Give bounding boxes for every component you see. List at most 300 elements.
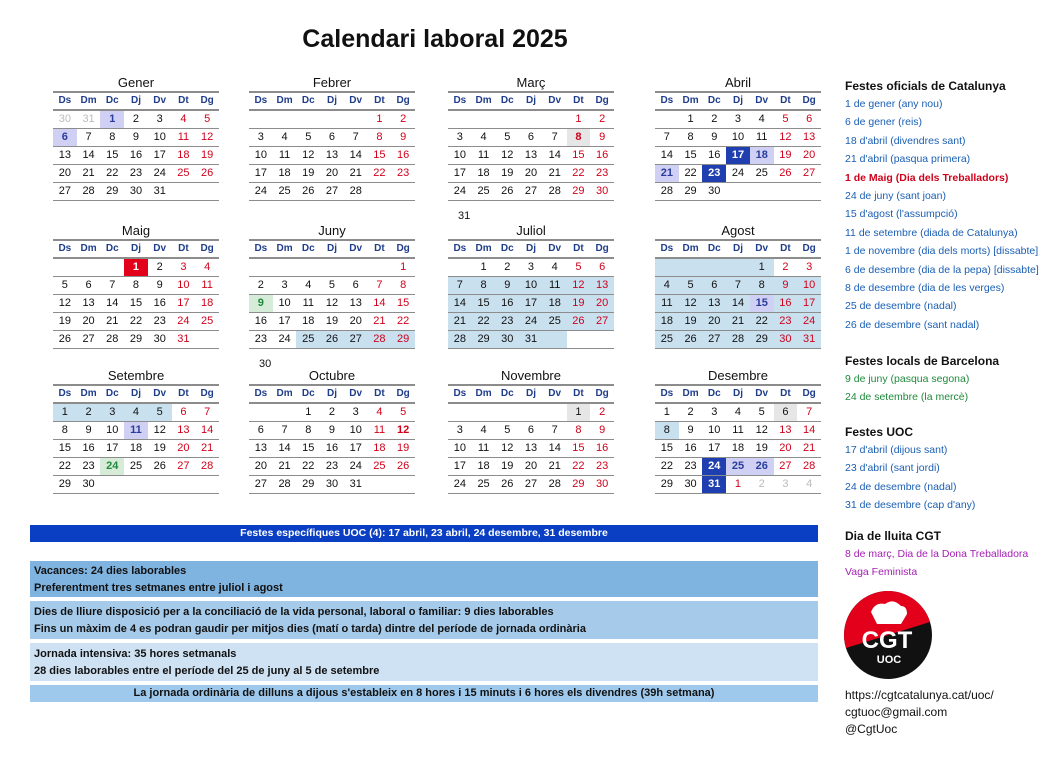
day-cell: 29 [124, 331, 148, 349]
month-name: Maig [53, 223, 219, 241]
day-cell [249, 259, 273, 277]
day-cell: 15 [368, 147, 392, 165]
day-cell: 23 [124, 165, 148, 183]
day-cell: 10 [100, 422, 124, 440]
day-cell: 18 [655, 313, 679, 331]
day-cell: 1 [472, 259, 496, 277]
uoc-specific-text: Festes específiques UOC (4): 17 abril, 23 abril, 24 desembre, 31 desembre [240, 527, 608, 539]
day-cell [679, 259, 703, 277]
day-cell: 18 [543, 295, 567, 313]
weekday-header: Dg [797, 241, 821, 259]
intensiva-line-1: Jornada intensiva: 35 hores setmanals [34, 648, 237, 660]
day-cell: 1 [655, 404, 679, 422]
day-cell: 13 [519, 147, 543, 165]
weekday-header: Dt [774, 386, 798, 404]
day-cell: 5 [296, 129, 320, 147]
day-cell [543, 404, 567, 422]
day-cell: 22 [750, 313, 774, 331]
day-cell: 17 [519, 295, 543, 313]
day-cell: 24 [273, 331, 297, 349]
day-cell: 21 [77, 165, 101, 183]
day-cell: 3 [702, 404, 726, 422]
day-cell: 26 [567, 313, 591, 331]
day-cell: 11 [750, 129, 774, 147]
day-cell: 10 [344, 422, 368, 440]
day-cell: 23 [391, 165, 415, 183]
day-cell [100, 476, 124, 494]
weekday-header: Dt [774, 93, 798, 111]
day-cell: 12 [296, 147, 320, 165]
day-cell: 21 [195, 440, 219, 458]
day-cell [53, 259, 77, 277]
weekday-header: Dm [679, 386, 703, 404]
day-cell: 10 [448, 440, 472, 458]
day-cell: 6 [77, 277, 101, 295]
day-cell: 9 [124, 129, 148, 147]
weekday-header: Dt [172, 241, 196, 259]
month-name: Març [448, 75, 614, 93]
day-cell [543, 111, 567, 129]
day-cell: 23 [77, 458, 101, 476]
day-cell: 23 [249, 331, 273, 349]
jornada-intensiva-box [30, 643, 818, 681]
day-cell: 22 [655, 458, 679, 476]
day-cell: 12 [567, 277, 591, 295]
month-name: Octubre [249, 368, 415, 386]
day-cell: 27 [320, 183, 344, 201]
weekday-header: Dv [543, 386, 567, 404]
day-cell: 14 [344, 147, 368, 165]
day-cell [750, 183, 774, 201]
day-cell: 9 [77, 422, 101, 440]
day-cell: 24 [797, 313, 821, 331]
day-cell: 17 [448, 165, 472, 183]
day-cell: 15 [750, 295, 774, 313]
day-cell: 25 [273, 183, 297, 201]
day-cell: 22 [472, 313, 496, 331]
day-cell: 13 [320, 147, 344, 165]
day-cell: 2 [495, 259, 519, 277]
day-cell: 7 [273, 422, 297, 440]
day-cell: 1 [567, 404, 591, 422]
day-cell: 11 [472, 440, 496, 458]
legend-item: 11 de setembre (diada de Catalunya) [845, 226, 1018, 239]
day-cell: 24 [448, 476, 472, 494]
day-cell: 14 [448, 295, 472, 313]
day-cell: 18 [472, 165, 496, 183]
day-cell: 7 [100, 277, 124, 295]
day-cell: 8 [124, 277, 148, 295]
legend-item: 24 de juny (sant joan) [845, 189, 946, 202]
day-cell: 20 [320, 165, 344, 183]
day-cell: 3 [100, 404, 124, 422]
day-cell: 6 [797, 111, 821, 129]
day-cell: 18 [750, 147, 774, 165]
day-cell [391, 183, 415, 201]
legend-item: 6 de desembre (dia de la pepa) [dissabte] [845, 263, 1039, 276]
day-cell: 22 [679, 165, 703, 183]
day-cell: 30 [679, 476, 703, 494]
month-novembre [448, 368, 614, 494]
day-cell: 16 [495, 295, 519, 313]
day-cell: 12 [679, 295, 703, 313]
day-cell: 15 [655, 440, 679, 458]
day-cell: 8 [679, 129, 703, 147]
day-cell: 13 [519, 440, 543, 458]
month-setembre [53, 368, 219, 494]
day-cell: 27 [519, 476, 543, 494]
day-cell [368, 476, 392, 494]
month-febrer [249, 75, 415, 201]
day-cell: 27 [774, 458, 798, 476]
weekday-header: Dt [368, 93, 392, 111]
day-cell: 13 [249, 440, 273, 458]
day-cell: 12 [195, 129, 219, 147]
day-cell: 22 [124, 313, 148, 331]
day-cell: 14 [543, 147, 567, 165]
day-cell: 18 [124, 440, 148, 458]
day-cell: 27 [172, 458, 196, 476]
day-cell [472, 111, 496, 129]
weekday-header: Dm [273, 386, 297, 404]
day-cell: 6 [590, 259, 614, 277]
day-cell: 22 [53, 458, 77, 476]
day-cell: 13 [172, 422, 196, 440]
day-cell [702, 259, 726, 277]
day-cell: 28 [543, 183, 567, 201]
day-cell [448, 404, 472, 422]
day-cell: 17 [273, 313, 297, 331]
day-cell: 3 [249, 129, 273, 147]
day-cell: 16 [702, 147, 726, 165]
day-cell: 29 [100, 183, 124, 201]
day-cell: 21 [543, 458, 567, 476]
day-cell: 12 [320, 295, 344, 313]
lliure-line-1: Dies de lliure disposició per a la conciliació de la vida personal, laboral o familiar: 9 dies laborables [34, 606, 554, 618]
day-cell: 15 [472, 295, 496, 313]
day-cell: 6 [249, 422, 273, 440]
day-cell: 8 [750, 277, 774, 295]
weekday-header: Dm [273, 93, 297, 111]
day-cell: 26 [750, 458, 774, 476]
legend-item: 1 de gener (any nou) [845, 98, 943, 110]
day-cell: 24 [172, 313, 196, 331]
legend-item: 26 de desembre (sant nadal) [845, 318, 980, 331]
day-cell: 4 [273, 129, 297, 147]
day-cell: 22 [296, 458, 320, 476]
day-cell: 5 [495, 129, 519, 147]
weekday-header: Dj [124, 241, 148, 259]
day-cell: 24 [702, 458, 726, 476]
day-cell [344, 259, 368, 277]
day-cell: 26 [195, 165, 219, 183]
month-name: Juny [249, 223, 415, 241]
day-cell [655, 111, 679, 129]
day-cell: 17 [448, 458, 472, 476]
legend-group-oficials [845, 77, 1055, 334]
day-cell: 16 [77, 440, 101, 458]
day-cell: 7 [797, 404, 821, 422]
day-cell: 22 [368, 165, 392, 183]
day-cell: 8 [391, 277, 415, 295]
day-cell [77, 259, 101, 277]
day-cell: 6 [320, 129, 344, 147]
day-cell [273, 111, 297, 129]
day-cell: 10 [249, 147, 273, 165]
weekday-header: Dt [774, 241, 798, 259]
weekday-header: Dt [368, 386, 392, 404]
day-cell: 7 [368, 277, 392, 295]
weekday-header: Dv [344, 93, 368, 111]
day-cell: 2 [124, 111, 148, 129]
month-mar [448, 75, 614, 222]
day-cell: 25 [543, 313, 567, 331]
weekday-header: Dg [391, 386, 415, 404]
day-cell: 31 [797, 331, 821, 349]
day-cell: 25 [368, 458, 392, 476]
day-cell: 8 [567, 422, 591, 440]
weekday-header: Dm [472, 386, 496, 404]
day-cell: 7 [448, 277, 472, 295]
day-cell: 13 [590, 277, 614, 295]
day-cell: 26 [495, 476, 519, 494]
day-cell [273, 404, 297, 422]
day-cell: 4 [472, 129, 496, 147]
day-cell [148, 476, 172, 494]
weekday-header: Dt [567, 241, 591, 259]
day-cell: 15 [296, 440, 320, 458]
month-name: Gener [53, 75, 219, 93]
day-cell: 25 [296, 331, 320, 349]
day-cell: 8 [368, 129, 392, 147]
legend-item: 17 d'abril (dijous sant) [845, 444, 948, 456]
day-cell: 11 [172, 129, 196, 147]
month-agost [655, 223, 821, 349]
day-cell: 16 [679, 440, 703, 458]
day-cell [249, 111, 273, 129]
weekday-header: Ds [448, 93, 472, 111]
day-cell: 3 [726, 111, 750, 129]
weekday-header: Dc [100, 93, 124, 111]
day-cell: 3 [519, 259, 543, 277]
day-cell: 31 [702, 476, 726, 494]
day-cell: 28 [448, 331, 472, 349]
email-link[interactable]: cgtuoc@gmail.com [845, 705, 948, 719]
day-cell: 27 [344, 331, 368, 349]
day-cell: 21 [448, 313, 472, 331]
weekday-header: Dg [195, 241, 219, 259]
legend-heading: Festes UOC [845, 425, 914, 439]
day-cell: 25 [655, 331, 679, 349]
weekday-header: Dg [797, 386, 821, 404]
legend-item: 9 de juny (pasqua segona) [845, 373, 970, 385]
day-cell: 24 [249, 183, 273, 201]
legend-item: 21 d'abril (pasqua primera) [845, 153, 971, 166]
website-link[interactable]: https://cgtcatalunya.cat/uoc/ [845, 688, 994, 702]
day-cell: 16 [249, 313, 273, 331]
day-cell [124, 476, 148, 494]
twitter-handle[interactable]: @CgtUoc [845, 722, 898, 736]
day-cell: 19 [391, 440, 415, 458]
day-cell: 22 [100, 165, 124, 183]
day-cell: 15 [679, 147, 703, 165]
day-cell [519, 404, 543, 422]
weekday-header: Dv [750, 93, 774, 111]
day-cell: 21 [543, 165, 567, 183]
day-cell: 31 [519, 331, 543, 349]
day-cell: 10 [702, 422, 726, 440]
weekday-header: Dm [273, 241, 297, 259]
weekday-header: Dc [296, 93, 320, 111]
day-cell: 24 [148, 165, 172, 183]
day-cell: 19 [495, 165, 519, 183]
day-cell: 8 [100, 129, 124, 147]
weekday-header: Dj [726, 241, 750, 259]
day-cell: 9 [774, 277, 798, 295]
day-cell: 29 [679, 183, 703, 201]
day-cell: 14 [77, 147, 101, 165]
day-cell: 26 [296, 183, 320, 201]
weekday-header: Dv [750, 241, 774, 259]
day-cell: 4 [543, 259, 567, 277]
day-cell [172, 183, 196, 201]
vacances-box [30, 561, 818, 597]
weekday-header: Dc [100, 386, 124, 404]
day-cell: 3 [148, 111, 172, 129]
day-cell: 1 [368, 111, 392, 129]
day-cell: 29 [567, 476, 591, 494]
day-cell: 15 [567, 440, 591, 458]
day-cell: 17 [249, 165, 273, 183]
day-cell: 26 [679, 331, 703, 349]
day-cell: 20 [344, 313, 368, 331]
weekday-header: Dg [391, 241, 415, 259]
legend-group-locals [845, 352, 1055, 407]
day-cell: 16 [590, 440, 614, 458]
day-cell [320, 259, 344, 277]
weekday-header: Dm [679, 241, 703, 259]
weekday-header: Dm [472, 93, 496, 111]
day-cell: 30 [774, 331, 798, 349]
weekday-header: Dc [296, 386, 320, 404]
weekday-header: Dg [195, 93, 219, 111]
day-cell: 27 [77, 331, 101, 349]
overflow-day: 31 [458, 210, 471, 222]
weekday-header: Dt [567, 93, 591, 111]
day-cell: 12 [495, 440, 519, 458]
weekday-header: Dc [296, 241, 320, 259]
day-cell: 16 [124, 147, 148, 165]
day-cell: 20 [702, 313, 726, 331]
day-cell: 7 [543, 129, 567, 147]
day-cell: 25 [472, 183, 496, 201]
day-cell: 11 [726, 422, 750, 440]
weekday-header: Dm [77, 93, 101, 111]
weekday-header: Dv [148, 93, 172, 111]
day-cell: 22 [567, 458, 591, 476]
day-cell: 4 [750, 111, 774, 129]
uoc-specific-holidays-bar [30, 525, 818, 542]
day-cell: 18 [195, 295, 219, 313]
day-cell: 19 [195, 147, 219, 165]
day-cell: 17 [100, 440, 124, 458]
month-gener [53, 75, 219, 201]
day-cell: 17 [172, 295, 196, 313]
day-cell [368, 183, 392, 201]
day-cell: 23 [148, 313, 172, 331]
legend-heading: Dia de lluita CGT [845, 529, 942, 543]
weekday-header: Dj [519, 241, 543, 259]
day-cell: 21 [344, 165, 368, 183]
day-cell: 9 [495, 277, 519, 295]
weekday-header: Dj [726, 93, 750, 111]
day-cell: 5 [774, 111, 798, 129]
legend-heading: Festes oficials de Catalunya [845, 79, 1006, 93]
day-cell: 28 [195, 458, 219, 476]
weekday-header: Dv [344, 386, 368, 404]
day-cell: 3 [797, 259, 821, 277]
day-cell: 28 [77, 183, 101, 201]
month-name: Abril [655, 75, 821, 93]
day-cell: 23 [590, 165, 614, 183]
day-cell: 18 [296, 313, 320, 331]
weekday-header: Dc [702, 241, 726, 259]
day-cell: 27 [249, 476, 273, 494]
day-cell: 9 [702, 129, 726, 147]
day-cell: 19 [679, 313, 703, 331]
weekday-header: Dm [77, 241, 101, 259]
day-cell [195, 476, 219, 494]
day-cell: 3 [273, 277, 297, 295]
day-cell [368, 259, 392, 277]
day-cell: 6 [702, 277, 726, 295]
legend-item: 18 d'abril (divendres sant) [845, 134, 966, 147]
day-cell: 30 [590, 183, 614, 201]
day-cell: 4 [296, 277, 320, 295]
day-cell [567, 331, 591, 349]
weekday-header: Ds [53, 93, 77, 111]
month-name: Agost [655, 223, 821, 241]
month-maig [53, 223, 219, 349]
day-cell: 31 [172, 331, 196, 349]
day-cell: 29 [53, 476, 77, 494]
weekday-header: Dg [590, 93, 614, 111]
day-cell: 2 [320, 404, 344, 422]
weekday-header: Dm [77, 386, 101, 404]
day-cell: 31 [148, 183, 172, 201]
day-cell: 2 [679, 404, 703, 422]
day-cell: 25 [472, 476, 496, 494]
day-cell: 29 [750, 331, 774, 349]
day-cell: 10 [448, 147, 472, 165]
day-cell: 8 [655, 422, 679, 440]
weekday-header: Dt [368, 241, 392, 259]
day-cell: 23 [320, 458, 344, 476]
day-cell: 6 [519, 422, 543, 440]
weekday-header: Dv [750, 386, 774, 404]
day-cell: 7 [655, 129, 679, 147]
legend-item: Vaga Feminista [845, 566, 918, 579]
day-cell: 5 [750, 404, 774, 422]
day-cell: 12 [148, 422, 172, 440]
day-cell: 12 [53, 295, 77, 313]
day-cell: 1 [296, 404, 320, 422]
day-cell: 11 [472, 147, 496, 165]
day-cell: 2 [590, 111, 614, 129]
day-cell: 12 [391, 422, 415, 440]
weekday-header: Ds [448, 241, 472, 259]
day-cell: 24 [100, 458, 124, 476]
